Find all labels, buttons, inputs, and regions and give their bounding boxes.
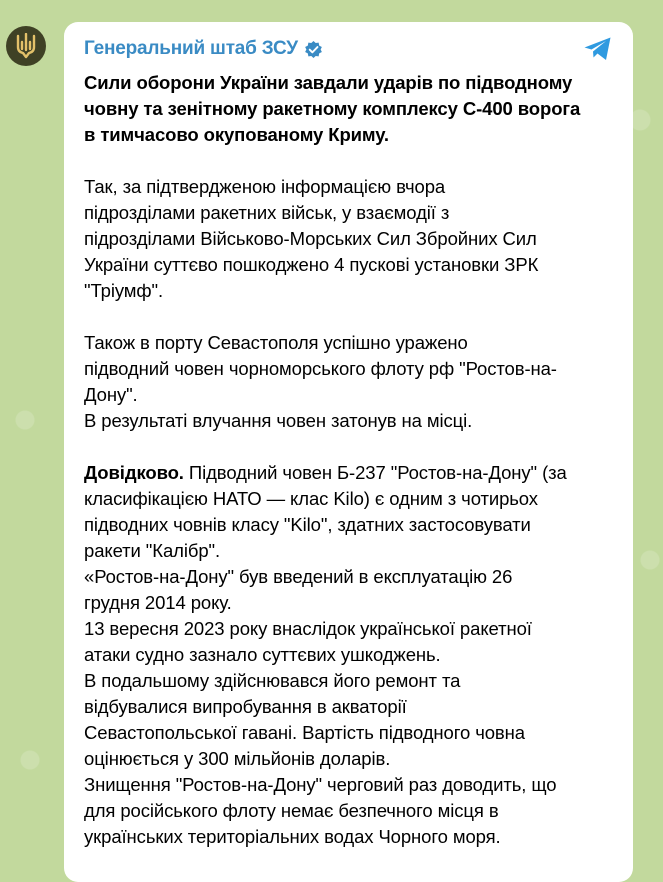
text-line: Також в порту Севастополя успішно уражено	[84, 332, 468, 353]
text-line: В подальшому здійснювався його ремонт та	[84, 670, 461, 691]
text-line: атаки судно зазнало суттєвих ушкоджень.	[84, 644, 441, 665]
text-line: ракети "Калібр".	[84, 540, 221, 561]
text-line: українських територіальних водах Чорного моря.	[84, 826, 501, 847]
text-line: грудня 2014 року.	[84, 592, 232, 613]
text-line: Так, за підтвердженою інформацією вчора	[84, 176, 446, 197]
text-line: Севастопольської гавані. Вартість підводного човна	[84, 722, 525, 743]
verified-badge-icon	[304, 40, 323, 59]
text-line: "Тріумф".	[84, 280, 164, 301]
paragraph-3	[84, 460, 615, 850]
headline-line: Сили оборони України завдали ударів по підводному	[84, 72, 573, 93]
channel-name[interactable]: Генеральний штаб ЗСУ	[84, 38, 298, 59]
text-segment: Підводний човен Б-237 "Ростов-на-Дону" (за	[183, 462, 567, 483]
paragraph-1	[84, 174, 615, 304]
reference-label: Довідково.	[84, 462, 184, 483]
text-line: для російського флоту немає безпечного місця в	[84, 800, 499, 821]
message-text	[84, 70, 615, 850]
telegram-share-icon[interactable]	[583, 36, 613, 62]
text-line: Знищення "Ростов-на-Дону" черговий раз доводить, що	[84, 774, 557, 795]
message-bubble	[64, 22, 633, 882]
text-line: В результаті влучання човен затонув на місці.	[84, 410, 473, 431]
paragraph-2	[84, 330, 615, 434]
text-line: підводних човнів класу "Kilo", здатних застосовувати	[84, 514, 531, 535]
text-line: класифікацією НАТО — клас Kilo) є одним з чотирьох	[84, 488, 538, 509]
text-line: підрозділами ракетних військ, у взаємодії з	[84, 202, 450, 223]
text-line: «Ростов-на-Дону" був введений в експлуатацію 26	[84, 566, 513, 587]
trident-emblem-icon	[15, 33, 37, 59]
headline-line: човну та зенітному ракетному комплексу С-400 ворога	[84, 98, 581, 119]
text-line: 13 вересня 2023 року внаслідок української ракетної	[84, 618, 532, 639]
text-line: підрозділами Військово-Морських Сил Збройних Сил	[84, 228, 537, 249]
channel-avatar[interactable]	[6, 26, 46, 66]
text-line: підводний човен чорноморського флоту рф "Ростов-на-	[84, 358, 557, 379]
headline-line: в тимчасово окупованому Криму.	[84, 124, 389, 145]
headline	[84, 70, 615, 148]
text-line: Дону".	[84, 384, 138, 405]
text-line: відбувалися випробування в акваторії	[84, 696, 407, 717]
text-line	[84, 460, 615, 486]
text-line: оцінюється у 300 мільйонів доларів.	[84, 748, 391, 769]
message-header	[84, 36, 615, 62]
text-line: України суттєво пошкоджено 4 пускові установки ЗРК	[84, 254, 539, 275]
